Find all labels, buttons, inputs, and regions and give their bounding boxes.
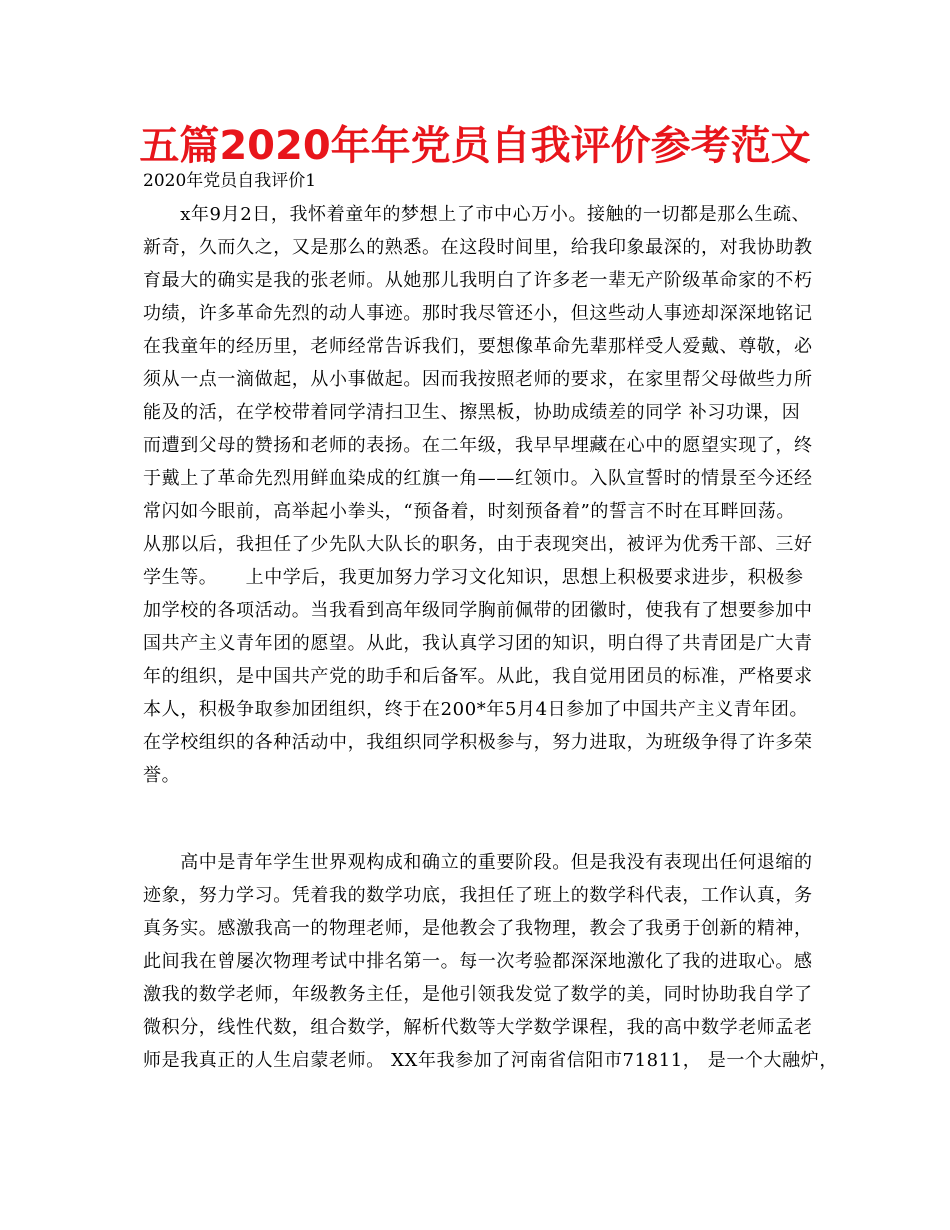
text-line: 真务实。感激我高一的物理老师，是他教会了我物理，教会了我勇于创新的精神， — [143, 918, 813, 939]
text-line: 于戴上了革命先烈用鲜血染成的红旗一角——红领巾。入队宣誓时的情景至今还经 — [143, 468, 813, 489]
text-line: 育最大的确实是我的张老师。从她那儿我明白了许多老一辈无产阶级革命家的不朽 — [143, 270, 813, 291]
text-line: 从那以后，我担任了少先队大队长的职务，由于表现突出，被评为优秀干部、三好 — [143, 534, 813, 555]
text-line: 高中是青年学生世界观构成和确立的重要阶段。但是我没有表现出任何退缩的 — [143, 852, 813, 873]
text-line: 加学校的各项活动。当我看到高年级同学胸前佩带的团徽时，使我有了想要参加中 — [143, 600, 813, 621]
text-line: 在我童年的经历里，老师经常告诉我们，要想像革命先辈那样受人爱戴、尊敬，必 — [143, 336, 813, 357]
text-line: 而遭到父母的赞扬和老师的表扬。在二年级，我早早埋藏在心中的愿望实现了，终 — [143, 435, 813, 456]
text-line: 激我的数学老师，年级教务主任，是他引领我发觉了数学的美，同时协助我自学了 — [143, 984, 813, 1005]
text-line: 学生等。 上中学后，我更加努力学习文化知识，思想上积极要求进步，积极参 — [143, 567, 804, 588]
text-line: 能及的活，在学校带着同学清扫卫生、擦黑板，协助成绩差的同学 补习功课，因 — [143, 402, 801, 423]
text-line: 此间我在曾屡次物理考试中排名第一。每一次考验都深深地激化了我的进取心。感 — [143, 951, 813, 972]
text-line: 须从一点一滴做起，从小事做起。因而我按照老师的要求，在家里帮父母做些力所 — [143, 369, 813, 390]
text-line: 迹象，努力学习。凭着我的数学功底，我担任了班上的数学科代表，工作认真，务 — [143, 885, 813, 906]
text-line: 在学校组织的各种活动中，我组织同学积极参与，努力进取，为班级争得了许多荣 — [143, 732, 813, 753]
text-line: x年9月2日，我怀着童年的梦想上了市中心万小。接触的一切都是那么生疏、 — [143, 204, 811, 225]
text-line: 微积分，线性代数，组合数学，解析代数等大学数学课程，我的高中数学老师孟老 — [143, 1017, 813, 1038]
text-line: 本人，积极争取参加团组织，终于在200*年5月4日参加了中国共产主义青年团。 — [143, 699, 809, 720]
text-line: 师是我真正的人生启蒙老师。 XX年我参加了河南省信阳市71811， 是一个大融炉， — [143, 1050, 838, 1071]
paragraph-1 — [143, 198, 823, 792]
text-line: 年的组织，是中国共产党的助手和后备军。从此，我自觉用团员的标准，严格要求 — [143, 666, 813, 687]
paragraph-2 — [143, 846, 838, 1077]
section-heading: 2020年党员自我评价1 — [143, 171, 317, 191]
document-title: 五篇2020年年党员自我评价参考范文 — [139, 123, 811, 169]
text-line: 新奇，久而久之，又是那么的熟悉。在这段时间里，给我印象最深的，对我协助教 — [143, 237, 813, 258]
text-line: 常闪如今眼前，高举起小拳头，“预备着，时刻预备着”的誓言不时在耳畔回荡。 — [143, 501, 796, 522]
text-line: 功绩，许多革命先烈的动人事迹。那时我尽管还小，但这些动人事迹却深深地铭记 — [143, 303, 813, 324]
text-line: 誉。 — [143, 765, 181, 786]
text-line: 国共产主义青年团的愿望。从此，我认真学习团的知识，明白得了共青团是广大青 — [143, 633, 813, 654]
